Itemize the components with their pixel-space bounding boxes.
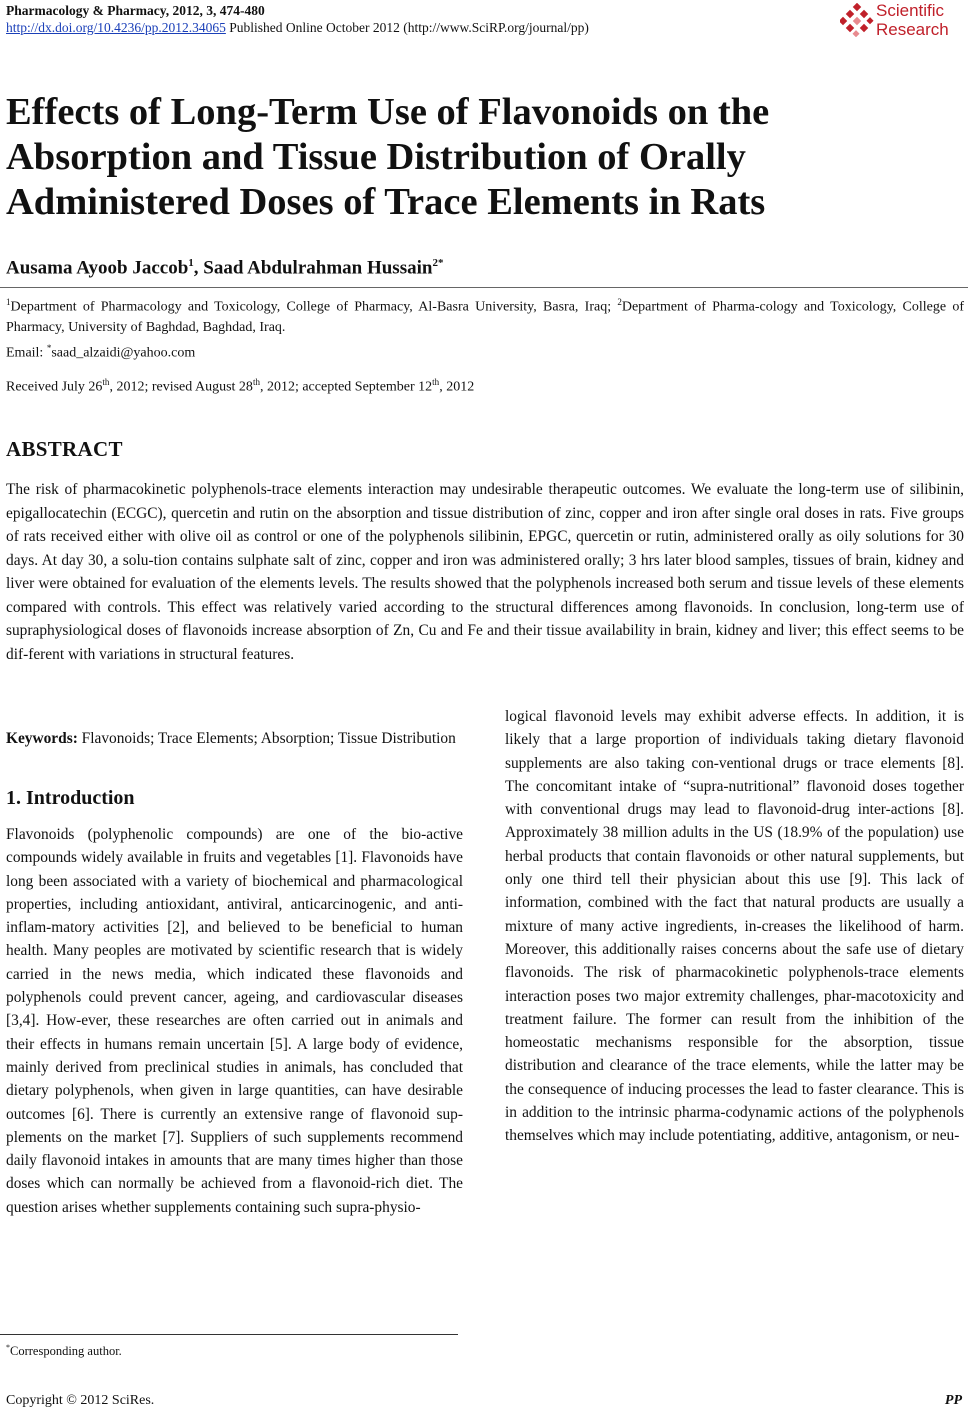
journal-abbreviation: PP: [944, 1393, 962, 1408]
introduction-column-right: logical flavonoid levels may exhibit adverse effects. In addition, it is likely that a large proportion of individuals taking dietary flavonoid supplements are also taking con-ventional drugs or trace elements [8]. The concomitant intake of “supra-nutritional” flavonoid doses together with conventional drugs may lead to flavonoid-drug inter-actions [8]. Approximately 38 million adults in the US (18.9% of the population) use herbal products that contain flavonoids or other natural supplements, but only one third tell their physician about this use [9]. This lack of information, combined with the fact that natural products are usually a mixture of many active ingredients, in-creases the likelihood of harm. Moreover, this additionally raises concerns about the safe use of dietary flavonoids. The risk of pharmacokinetic polyphenols-trace elements interaction poses two major extremity challenges, phar-macotoxicity and treatment failure. The former can result from the inhibition of the homeostatic mechanisms responsible for the absorption, tissue distribution and clearance of the trace elements, while the latter may be the consequence of inducing processes the lead to faster clearance. This is in addition to the intrinsic pharma-codynamic actions of the polyphenols themselves which may include potentiating, additive, antagonism, or neu-: [505, 708, 964, 1145]
email-marker: *: [46, 342, 52, 353]
doi-link[interactable]: http://dx.doi.org/10.4236/pp.2012.34065: [6, 20, 226, 35]
accepted-date: , 2012; accepted September 12: [259, 379, 433, 395]
email-label: Email:: [6, 345, 47, 361]
doi-line: [6, 19, 589, 36]
scirp-logo-icon: [840, 3, 874, 37]
abstract-heading: ABSTRACT: [6, 437, 123, 461]
abstract-body: The risk of pharmacokinetic polyphenols-trace elements interaction may undesirable therapeutic outcomes. We evaluate the long-term use of silibinin, epigallocatechin (ECGC), quercetin and rutin on the absorption and tissue distribution of zinc, copper and iron after single oral doses in rats. Five groups of rats received either with olive oil as control or one of the polyphenols silibinin, EPGC, quercetin or rutin, administered orally as oily solutions for 30 days. At day 30, a solu-tion contains sulphate salt of zinc, copper and iron was administered orally; 3 hrs later blood samples, tissues of brain, kidney and liver were obtained for evaluation of the elements levels. The results showed that the polyphenols increased both serum and tissue levels of these elements compared with controls. This effect was relatively varied according to the structural differences among flavonoids. In conclusion, long-term use of supraphysiological doses of flavonoids increase absorption of Zn, Cu and Fe and their tissue availability in brain, kidney and liver; this effect seems to be dif-ferent with variations in structural features.: [6, 481, 964, 663]
affil-dept-1: Department of Pharmacology and Toxicology, College of Pharmacy, Al-Basra University, Basra, Iraq;: [10, 299, 618, 315]
revised-date: , 2012; revised August 28: [109, 379, 253, 395]
revised-ordinal: th: [252, 377, 260, 387]
accepted-ordinal: th: [432, 377, 440, 387]
wordmark-line-1: Scientific: [876, 1, 945, 20]
publisher-wordmark: [876, 1, 949, 39]
copyright-notice: Copyright © 2012 SciRes.: [6, 1393, 155, 1408]
author-1-affil-marker: 1: [188, 257, 194, 269]
received-dates: [6, 377, 474, 396]
footnote-text: Corresponding author.: [10, 1344, 122, 1359]
received-date: Received July 26: [6, 379, 103, 395]
email-address[interactable]: saad_alzaidi@yahoo.com: [51, 345, 196, 361]
introduction-column-left: Flavonoids (polyphenolic compounds) are one of the bio-active compounds widely available in fruits and vegetables [1]. Flavonoids have long been associated with a variety of biochemical and pharmacological properties, including antioxidant, antiviral, anticarcinogenic, and anti-inflam-matory activities [2], and believed to be beneficial to human health. Many peoples are motivated by scientific research that is widely carried in the news media, which indicated these flavonoids and polyphenols could prevent cancer, ageing, and cardiovascular diseases [3,4]. How-ever, these researches are often carried out in animals and their effects in humans remain uncertain [5]. A large body of evidence, mainly derived from preclinical studies in animals, has concluded that dietary polyphenols, when given in large quantities, can have desirable outcomes [6]. There is currently an extensive range of flavonoid sup-plements on the market [7]. Suppliers of such supplements recommend daily flavonoid intakes in amounts that are many times higher than those doses which can normally be achieved from a flavonoid-rich diet. The question arises whether supplements containing such supra-physio-: [6, 826, 463, 1216]
affiliation-divider: [0, 287, 968, 288]
author-1: Ausama Ayoob Jaccob: [6, 257, 189, 279]
keywords-label: Keywords:: [6, 730, 78, 747]
affil-dept-2: Department of Pharma-cology and Toxicology, College of Pharmacy, University of Baghdad, Baghdad, Iraq.: [6, 299, 964, 335]
wordmark-line-2: Research: [876, 20, 949, 39]
author-2-affil-marker: 2*: [432, 257, 444, 269]
received-ordinal: th: [102, 377, 110, 387]
online-note: Published Online October 2012 (http://www.SciRP.org/journal/pp): [225, 20, 589, 35]
journal-header: [6, 2, 589, 36]
accepted-year: , 2012: [439, 379, 475, 395]
affil-marker-2: 2: [617, 297, 622, 307]
paper-title: Effects of Long-Term Use of Flavonoids on the Absorption and Tissue Distribution of Orally Administered Doses of Trace Elements in Rats: [6, 91, 770, 223]
affiliations: [6, 292, 964, 363]
footnote-marker: *: [6, 1343, 10, 1352]
corresponding-author-footnote: [6, 1343, 122, 1359]
affil-marker-1: 1: [6, 297, 11, 307]
keywords-line: [6, 730, 456, 748]
footnote-divider: [0, 1334, 458, 1335]
affiliation-text: [6, 292, 964, 338]
author-2: Saad Abdulrahman Hussain: [203, 257, 433, 279]
email-line: [6, 338, 964, 364]
author-separator: ,: [193, 257, 204, 279]
journal-name: Pharmacology & Pharmacy: [6, 3, 166, 18]
author-list: [6, 257, 443, 279]
journal-volume: , 2012, 3, 474-480: [165, 3, 265, 18]
keywords-text: Flavonoids; Trace Elements; Absorption; Tissue Distribution: [77, 730, 456, 747]
introduction-heading: 1. Introduction: [6, 787, 135, 809]
journal-citation: [6, 2, 589, 19]
publisher-logo: [840, 1, 966, 41]
